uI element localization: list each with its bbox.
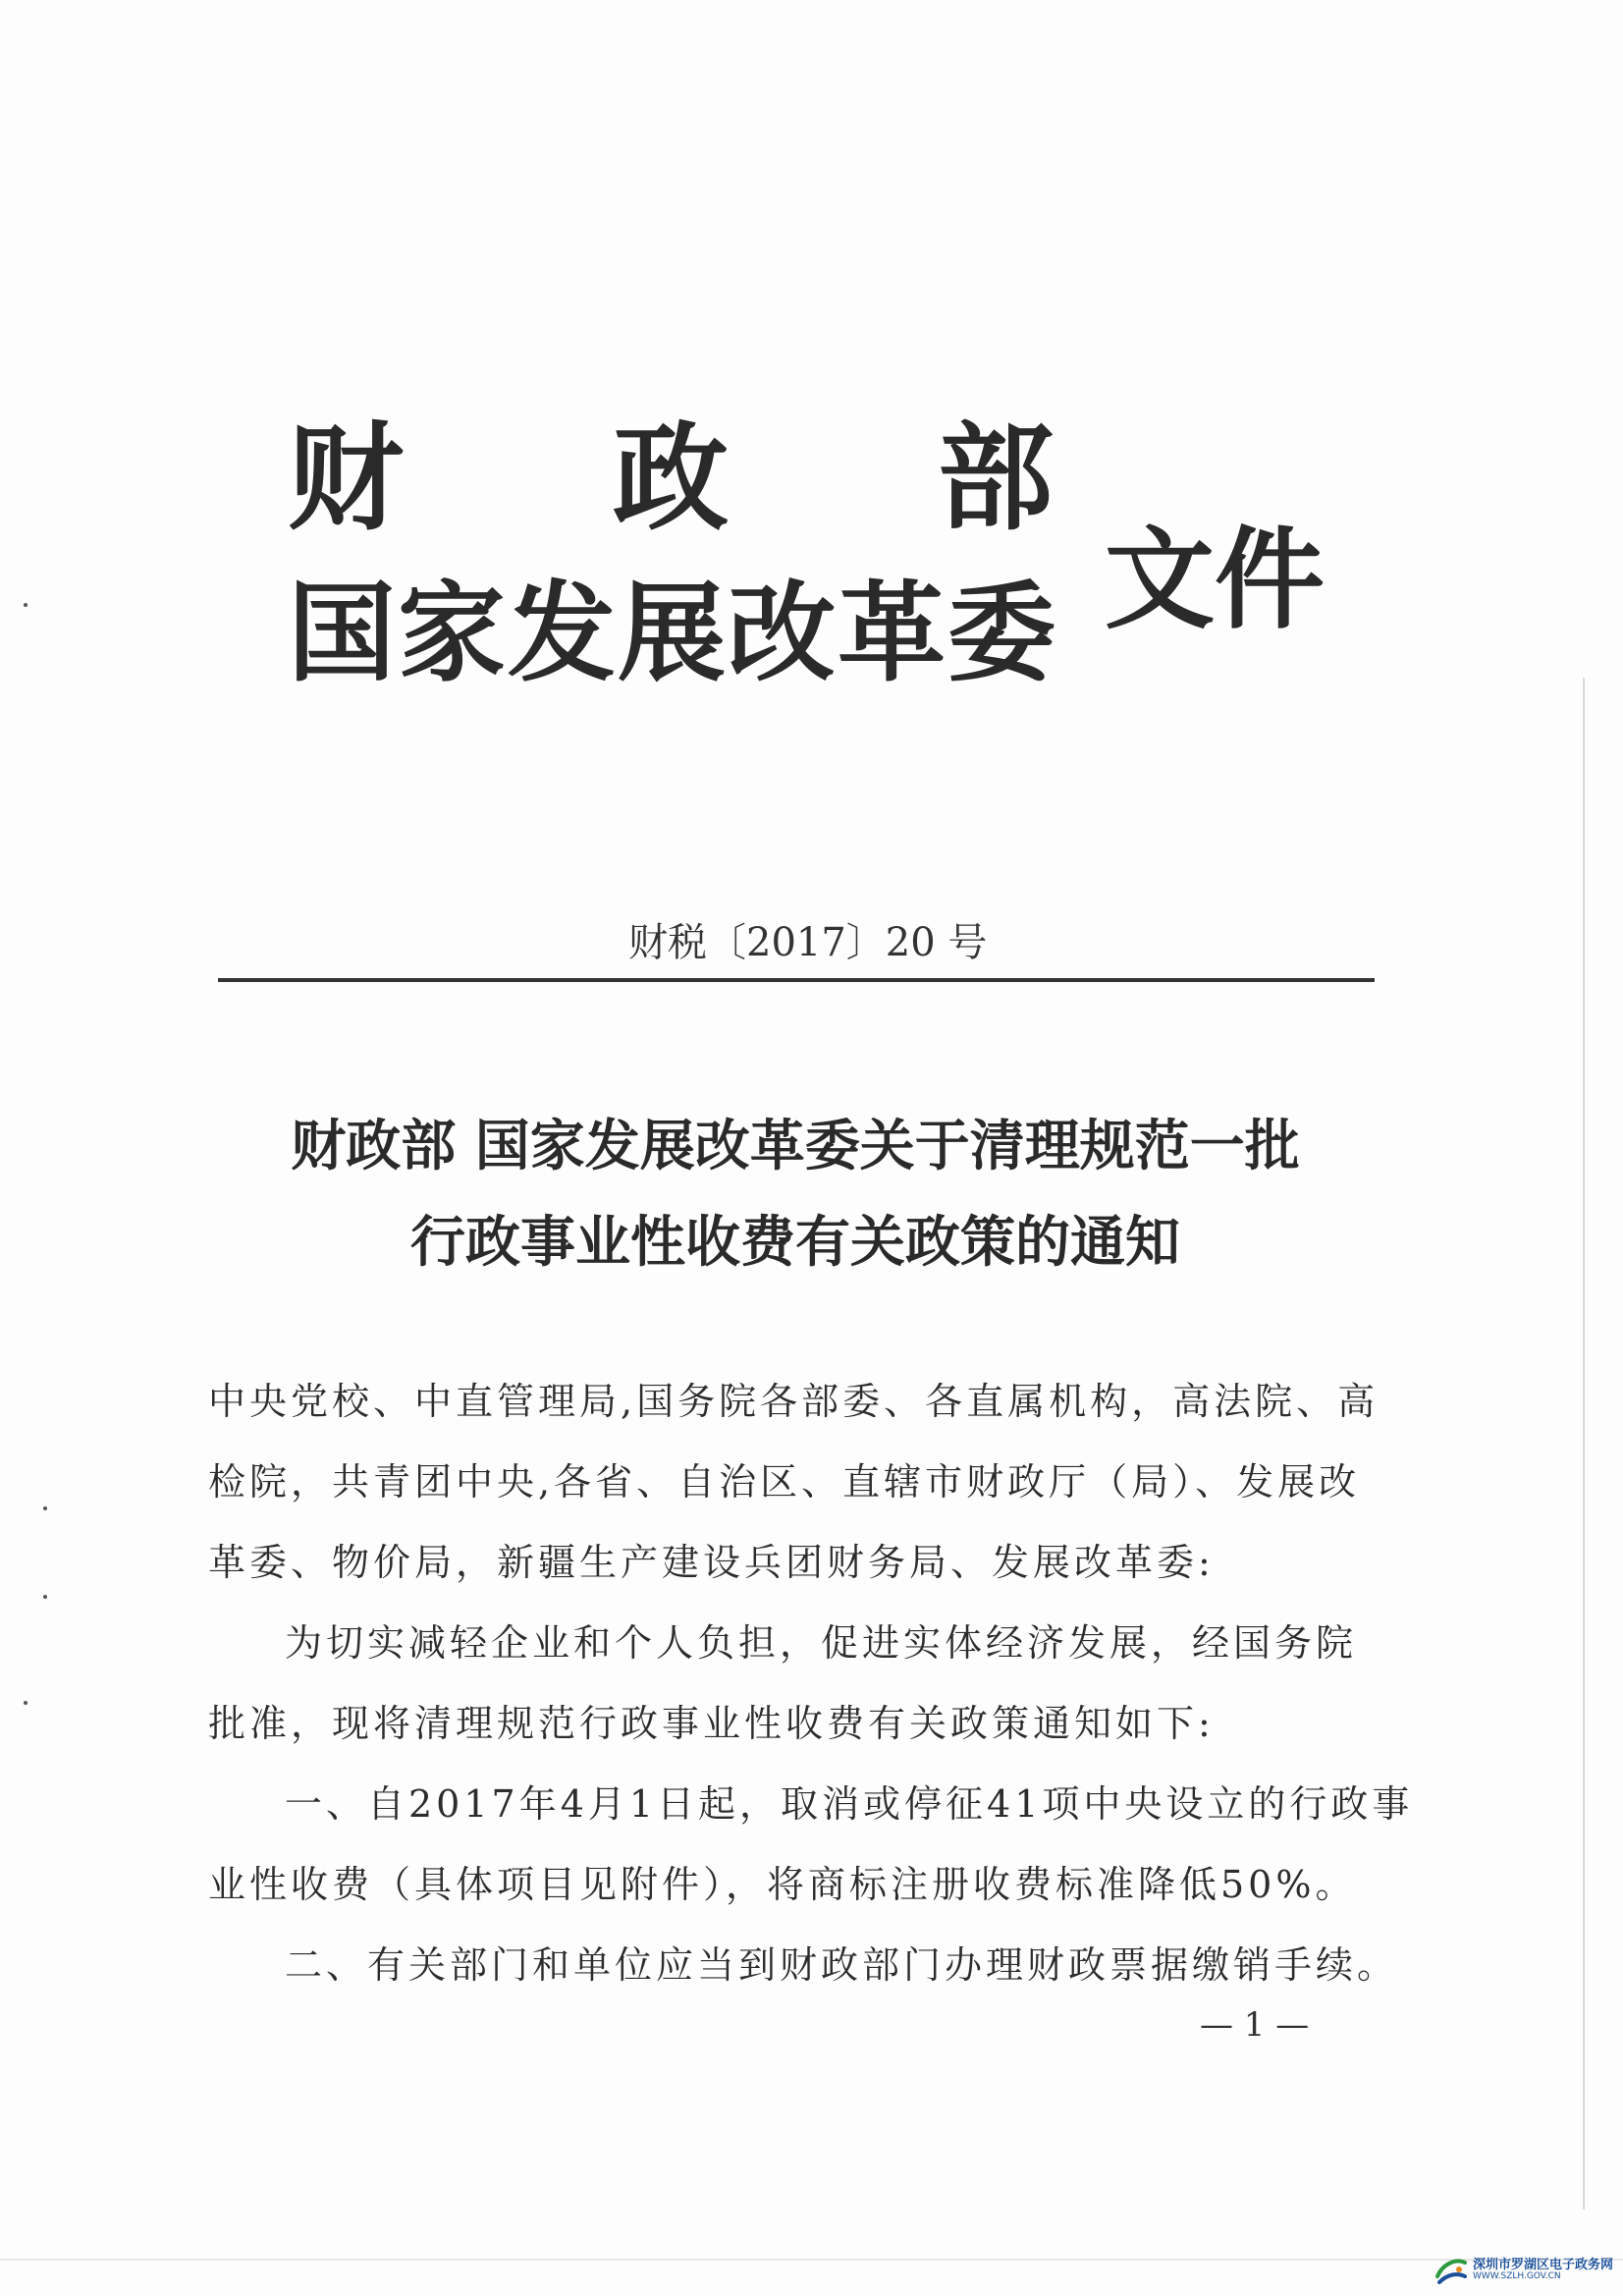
issuer-char: 部 <box>937 410 1054 546</box>
scan-speck <box>43 1595 47 1599</box>
body-line: 革委、物价局，新疆生产建设兵团财务局、发展改革委: <box>208 1541 1215 1584</box>
site-watermark-logo <box>1434 2251 1614 2290</box>
body-line: 二、有关部门和单位应当到财政部门办理财政票据缴销手续。 <box>285 1943 1399 1987</box>
document-number: 财税〔2017〕20 号 <box>628 920 988 965</box>
title-line-2: 行政事业性收费有关政策的通知 <box>410 1211 1180 1275</box>
issuer-name-top <box>288 410 1054 546</box>
scan-edge-right <box>1583 678 1585 2210</box>
page-number: — 1 — <box>1200 2005 1310 2045</box>
body-line: 业性收费（具体项目见附件），将商标注册收费标准降低50%。 <box>208 1863 1357 1906</box>
body-line: 一、自2017年4月1日起，取消或停征41项中央设立的行政事 <box>285 1782 1414 1826</box>
issuer-name-bottom: 国家发展改革委 <box>288 571 1057 696</box>
header-rule <box>218 978 1375 982</box>
scan-speck <box>24 1701 27 1705</box>
scan-speck <box>24 603 27 607</box>
scan-edge-bottom <box>0 2259 1623 2261</box>
swirl-logo-icon <box>1434 2253 1469 2288</box>
title-line-1: 财政部 国家发展改革委关于清理规范一批 <box>291 1115 1300 1178</box>
body-line: 为切实减轻企业和个人负担，促进实体经济发展，经国务院 <box>285 1621 1358 1665</box>
issuer-char: 财 <box>288 410 405 546</box>
scan-speck <box>43 1506 47 1510</box>
document-word: 文件 <box>1105 517 1325 644</box>
body-line: 检院，共青团中央,各省、自治区、直辖市财政厅（局）、发展改 <box>208 1460 1361 1503</box>
watermark-site-name: 深圳市罗湖区电子政务网 <box>1473 2257 1614 2272</box>
body-line: 中央党校、中直管理局,国务院各部委、各直属机构，高法院、高 <box>208 1380 1380 1423</box>
watermark-site-url: WWW.SZLH.GOV.CN <box>1473 2271 1561 2282</box>
issuer-char: 政 <box>612 410 729 546</box>
body-line: 批准，现将清理规范行政事业性收费有关政策通知如下: <box>208 1702 1215 1745</box>
